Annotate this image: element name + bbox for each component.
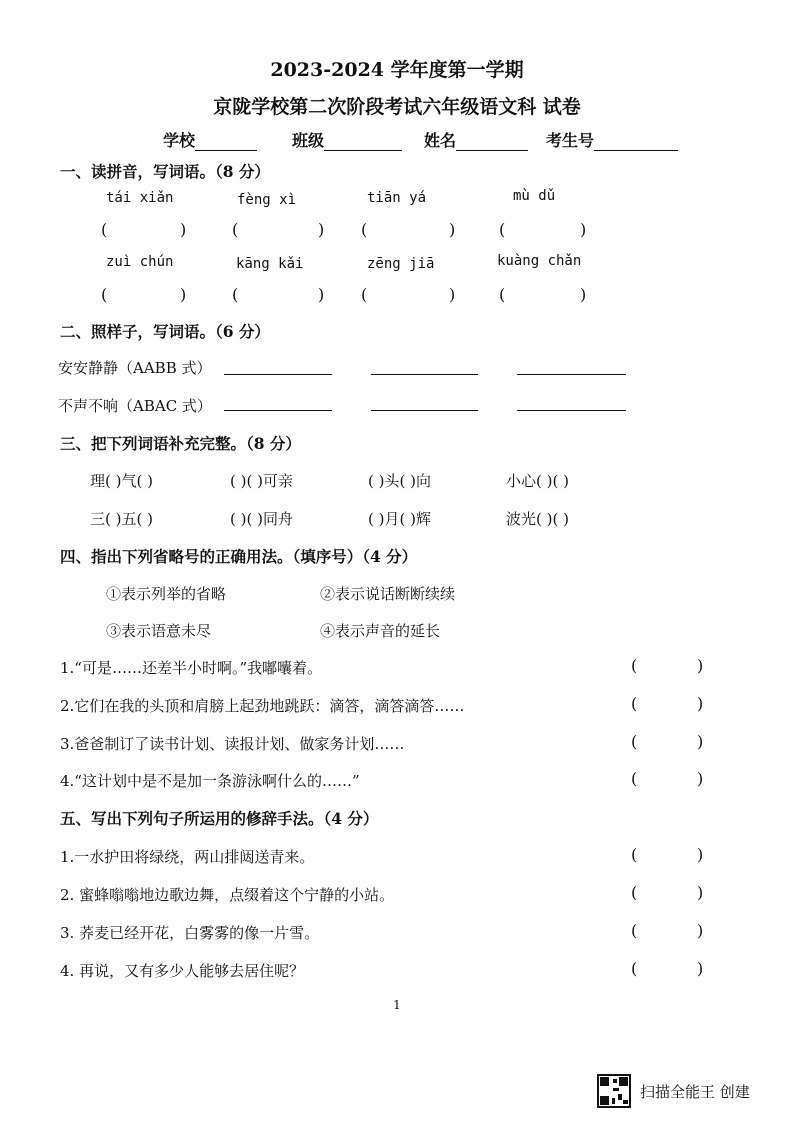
- pinyin-3: tiān yá: [367, 190, 427, 206]
- idiom-5: 三( )五( ): [90, 510, 153, 528]
- s4-question-1: 1.“可是……还差半小时啊。”我嘟囔着。: [60, 659, 323, 677]
- option-3: ③表示语意未尽: [106, 622, 212, 640]
- paren-close: ): [318, 285, 325, 304]
- idiom-3: ( )头( )向: [368, 472, 431, 490]
- scanner-watermark: 扫描全能王 创建: [640, 1083, 750, 1101]
- option-2: ②表示说话断断续续: [320, 585, 456, 603]
- answer-paren-open[interactable]: (: [631, 959, 638, 978]
- idiom-4: 小心( )( ): [506, 472, 569, 490]
- class-label: 班级: [292, 131, 325, 150]
- paren-open: (: [499, 285, 506, 304]
- idiom-8: 波光( )( ): [506, 510, 569, 528]
- option-4: ④表示声音的延长: [320, 622, 441, 640]
- paren-close: ): [580, 285, 587, 304]
- answer-paren-close: ): [697, 845, 704, 864]
- section-1-title: 一、读拼音，写词语。（8 分）: [60, 162, 270, 181]
- school-blank[interactable]: [195, 134, 257, 151]
- class-field: [292, 128, 402, 151]
- paren-close: ): [449, 220, 456, 239]
- name-label: 姓名: [424, 131, 457, 150]
- idiom-6: ( )( )同舟: [230, 510, 293, 528]
- paren-open: (: [361, 220, 368, 239]
- paren-close: ): [318, 220, 325, 239]
- paren-open: (: [499, 220, 506, 239]
- paren-close: ): [580, 220, 587, 239]
- paren-open: (: [232, 220, 239, 239]
- answer-line[interactable]: [371, 374, 478, 375]
- page-number: 1: [393, 998, 401, 1012]
- examno-field: [546, 128, 678, 151]
- exam-title: 京陇学校第二次阶段考试六年级语文科 试卷: [213, 96, 581, 118]
- pinyin-6: kāng kǎi: [236, 256, 304, 272]
- answer-line[interactable]: [371, 410, 478, 411]
- section-3-title: 三、把下列词语补充完整。（8 分）: [60, 434, 301, 453]
- paren-close: ): [449, 285, 456, 304]
- answer-paren-close: ): [697, 694, 704, 713]
- exam-term-title: 2023-2024 学年度第一学期: [270, 59, 524, 81]
- pinyin-1: tái xiǎn: [106, 190, 174, 206]
- section-4-title: 四、指出下列省略号的正确用法。（填序号）（4 分）: [60, 547, 418, 566]
- section-2-title: 二、照样子，写词语。（6 分）: [60, 322, 270, 341]
- paren-open: (: [101, 220, 108, 239]
- s2-item-2: 不声不响（ABAC 式）: [58, 397, 212, 415]
- s5-question-3: 3. 荞麦已经开花，白雾雾的像一片雪。: [60, 924, 320, 942]
- examno-label: 考生号: [546, 131, 595, 150]
- idiom-2: ( )( )可亲: [230, 472, 293, 490]
- answer-paren-open[interactable]: (: [631, 921, 638, 940]
- s2-item-1: 安安静静（AABB 式）: [58, 359, 212, 377]
- paren-close: ): [180, 220, 187, 239]
- s4-question-3: 3.爸爸制订了读书计划、读报计划、做家务计划……: [60, 735, 405, 753]
- idiom-1: 理( )气( ): [90, 472, 153, 490]
- paren-close: ): [180, 285, 187, 304]
- answer-paren-open[interactable]: (: [631, 769, 638, 788]
- s5-question-4: 4. 再说，又有多少人能够去居住呢？: [60, 962, 305, 980]
- s5-question-1: 1.一水护田将绿绕，两山排闼送青来。: [60, 848, 315, 866]
- pinyin-5: zuì chún: [106, 254, 174, 270]
- s4-question-4: 4.“这计划中是不是加一条游泳啊什么的……”: [60, 772, 360, 790]
- examno-blank[interactable]: [594, 134, 678, 151]
- school-label: 学校: [163, 131, 196, 150]
- paren-open: (: [101, 285, 108, 304]
- answer-paren-close: ): [697, 732, 704, 751]
- answer-paren-open[interactable]: (: [631, 732, 638, 751]
- answer-paren-close: ): [697, 769, 704, 788]
- option-1: ①表示列举的省略: [106, 585, 227, 603]
- idiom-7: ( )月( )辉: [368, 510, 431, 528]
- name-field: [424, 128, 528, 151]
- class-blank[interactable]: [324, 134, 402, 151]
- answer-line[interactable]: [517, 410, 626, 411]
- school-field: [163, 128, 257, 151]
- answer-line[interactable]: [517, 374, 626, 375]
- answer-paren-open[interactable]: (: [631, 694, 638, 713]
- paren-open: (: [361, 285, 368, 304]
- s4-question-2: 2.它们在我的头顶和肩膀上起劲地跳跃：滴答，滴答滴答……: [60, 697, 465, 715]
- section-5-title: 五、写出下列句子所运用的修辞手法。（4 分）: [60, 809, 379, 828]
- name-blank[interactable]: [456, 134, 528, 151]
- pinyin-7: zēng jiā: [367, 256, 435, 272]
- paren-open: (: [232, 285, 239, 304]
- answer-line[interactable]: [224, 374, 332, 375]
- qr-code-icon: [597, 1074, 631, 1108]
- answer-paren-close: ): [697, 883, 704, 902]
- answer-paren-open[interactable]: (: [631, 656, 638, 675]
- pinyin-4: mù dǔ: [513, 188, 556, 204]
- answer-paren-close: ): [697, 959, 704, 978]
- answer-paren-close: ): [697, 656, 704, 675]
- answer-line[interactable]: [224, 410, 332, 411]
- pinyin-2: fèng xì: [237, 192, 297, 208]
- answer-paren-close: ): [697, 921, 704, 940]
- answer-paren-open[interactable]: (: [631, 883, 638, 902]
- answer-paren-open[interactable]: (: [631, 845, 638, 864]
- s5-question-2: 2. 蜜蜂嗡嗡地边歌边舞，点缀着这个宁静的小站。: [60, 886, 395, 904]
- pinyin-8: kuàng chǎn: [497, 253, 582, 269]
